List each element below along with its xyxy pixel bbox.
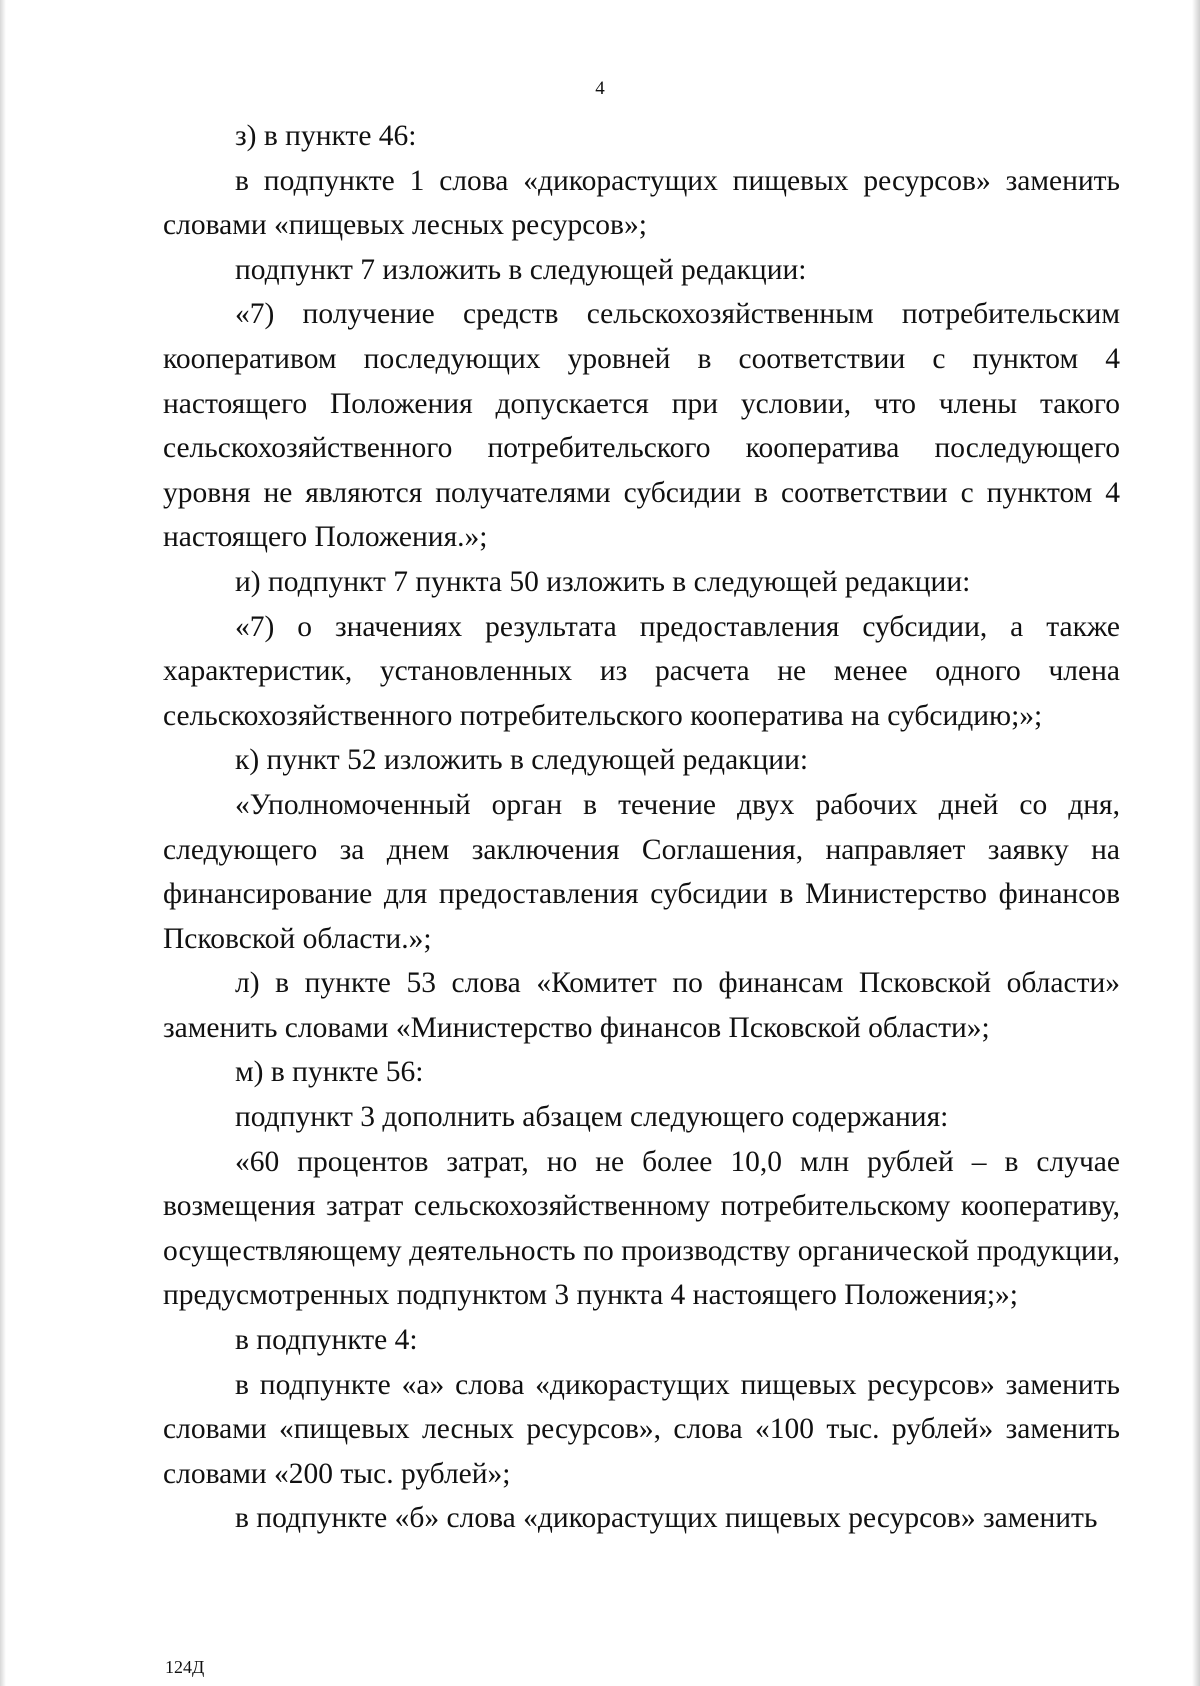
document-body: [163, 114, 1120, 1541]
paragraph-subitem-7-text: «7) получение средств сельскохозяйственным потребительским кооперативом последующих уровней в соответствии с пунктом 4 настоящего Положения допускается при условии, что члены такого сельскохозяйственного потребительского кооператива последующего уровня не являются получателями субсидии в соответствии с пунктом 4 настоящего Положения.»;: [163, 298, 1120, 554]
page-number: 4: [595, 78, 605, 99]
paragraph-subitem-7-intro: подпункт 7 изложить в следующей редакции:: [235, 253, 807, 286]
paragraph-subitem-4a: в подпункте «а» слова «дикорастущих пищевых ресурсов» заменить словами «пищевых лесных ресурсов», слова «100 тыс. рублей» заменить словами «200 тыс. рублей»;: [163, 1368, 1120, 1490]
paragraph-subitem-3-text: «60 процентов затрат, но не более 10,0 млн рублей – в случае возмещения затрат сельскохозяйственному потребительскому кооперативу, осуществляющему деятельность по производству органической продукции, предусмотренных подпунктом 3 пункта 4 настоящего Положения;»;: [163, 1145, 1120, 1312]
paragraph-subitem-3-intro: подпункт 3 дополнить абзацем следующего содержания:: [235, 1101, 949, 1134]
paragraph-m-punkt-56: м) в пункте 56:: [235, 1056, 424, 1089]
scan-edge-left: [0, 0, 6, 1686]
paragraph-k-punkt-52: к) пункт 52 изложить в следующей редакции:: [235, 744, 809, 777]
paragraph-i-punkt-50: и) подпункт 7 пункта 50 изложить в следующей редакции:: [235, 565, 971, 598]
document-code: 124Д: [165, 1657, 205, 1677]
paragraph-subitem-4b: в подпункте «б» слова «дикорастущих пищевых ресурсов» заменить: [235, 1502, 1098, 1535]
paragraph-punkt-52-text: «Уполномоченный орган в течение двух рабочих дней со дня, следующего за днем заключения Соглашения, направляет заявку на финансирование для предоставления субсидии в Министерство финансов Псковской области.»;: [163, 788, 1120, 955]
paragraph-punkt-50-text: «7) о значениях результата предоставления субсидии, а также характеристик, установленных из расчета не менее одного члена сельскохозяйственного потребительского кооператива на субсидию;»;: [163, 610, 1120, 732]
paragraph-l-punkt-53: л) в пункте 53 слова «Комитет по финансам Псковской области» заменить словами «Министерство финансов Псковской области»;: [163, 967, 1120, 1044]
paragraph-subitem-1: в подпункте 1 слова «дикорастущих пищевых ресурсов» заменить словами «пищевых лесных ресурсов»;: [163, 164, 1120, 242]
paragraph-z-punkt-46: з) в пункте 46:: [235, 120, 417, 152]
scan-edge-right: [1192, 0, 1200, 1686]
paragraph-subitem-4-intro: в подпункте 4:: [235, 1324, 418, 1357]
